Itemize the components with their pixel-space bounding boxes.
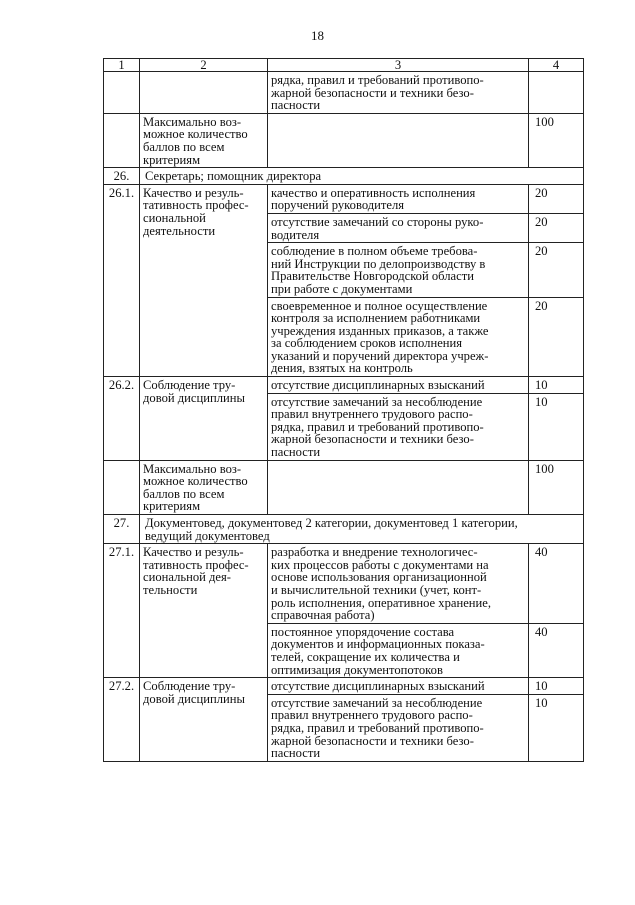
text-line: Соблюдение тру- [143, 679, 236, 694]
indicator-name [140, 678, 268, 762]
text-line: можное количество [143, 474, 248, 489]
table-row [104, 113, 584, 167]
criterion-text [268, 694, 529, 761]
criterion-text [268, 460, 529, 514]
text-line: Секретарь; помощник директора [145, 169, 322, 184]
text-line: Правительстве Новгородской области [271, 269, 474, 284]
page-number: 18 [311, 28, 324, 43]
column-header: 3 [268, 59, 529, 72]
criterion-text [268, 243, 529, 297]
text-line: и вычислительной техники (учет, конт- [271, 582, 482, 597]
indicator-name [140, 184, 268, 376]
criterion-score: 10 [529, 678, 584, 695]
text-line: ведущий документовед [145, 528, 270, 543]
text-line: указаний и поручений директора учреж- [271, 348, 489, 363]
criterion-score: 20 [529, 243, 584, 297]
criterion-score: 20 [529, 297, 584, 377]
text-line: разработка и внедрение технологичес- [271, 545, 478, 560]
text-line: критериям [143, 152, 201, 167]
text-line: Соблюдение тру- [143, 378, 236, 393]
criterion-score: 100 [529, 113, 584, 167]
text-line: Максимально воз- [143, 114, 242, 129]
section-row [104, 515, 584, 544]
criterion-text [268, 678, 529, 695]
criterion-score [529, 72, 584, 114]
section-title [140, 168, 584, 185]
criterion-score: 20 [529, 213, 584, 242]
section-title [140, 515, 584, 544]
text-line: отсутствие замечаний за несоблюдение [271, 394, 483, 409]
criterion-score: 20 [529, 184, 584, 213]
text-line: своевременное и полное осуществление [271, 298, 488, 313]
text-line: поручений руководителя [271, 198, 405, 213]
indicator-name [140, 460, 268, 514]
item-number [104, 113, 140, 167]
criterion-text [268, 113, 529, 167]
item-number [104, 72, 140, 114]
text-line: довой дисциплины [143, 691, 245, 706]
item-number: 27.2. [104, 678, 140, 762]
text-line: баллов по всем [143, 139, 225, 154]
text-line: оптимизация документопотоков [271, 662, 443, 677]
criterion-score: 10 [529, 377, 584, 394]
item-number: 26.1. [104, 184, 140, 376]
text-line: рядка, правил и требований противопо- [271, 720, 484, 735]
text-line: при работе с документами [271, 281, 413, 296]
text-line: критериям [143, 499, 201, 514]
text-line: баллов по всем [143, 486, 225, 501]
criterion-text [268, 297, 529, 377]
criterion-text [268, 544, 529, 624]
criterion-text [268, 213, 529, 242]
table-body [104, 59, 584, 762]
criterion-score: 100 [529, 460, 584, 514]
text-line: тативность профес- [143, 198, 249, 213]
criterion-score: 10 [529, 694, 584, 761]
table-row [104, 377, 584, 394]
item-number: 27.1. [104, 544, 140, 678]
text-line: ких процессов работы с документами на [271, 557, 489, 572]
text-line: Документовед, документовед 2 категории, документовед 1 категории, [145, 516, 518, 530]
text-line: телей, сокращение их количества и [271, 649, 460, 664]
criterion-score: 40 [529, 544, 584, 624]
text-line: отсутствие замечаний со стороны руко- [271, 214, 484, 229]
criterion-text [268, 623, 529, 677]
text-line: ний Инструкции по делопроизводству в [271, 256, 486, 271]
text-line: пасности [271, 445, 321, 460]
indicator-name [140, 72, 268, 114]
criterion-score: 10 [529, 393, 584, 460]
text-line: контроля за исполнением работниками [271, 311, 481, 326]
text-line: жарной безопасности и техники безо- [271, 85, 474, 100]
text-line: тельности [143, 582, 198, 597]
text-line: дения, взятых на контроль [271, 361, 413, 376]
text-line: соблюдение в полном объеме требова- [271, 244, 478, 259]
text-line: основе использования организационной [271, 570, 487, 585]
text-line: правил внутреннего трудового распо- [271, 407, 473, 422]
table-row [104, 544, 584, 624]
text-line: за соблюдением сроков исполнения [271, 336, 463, 351]
indicator-name [140, 113, 268, 167]
text-line: пасности [271, 746, 321, 761]
item-number: 26.2. [104, 377, 140, 461]
text-line: довой дисциплины [143, 390, 245, 405]
text-line: качество и оперативность исполнения [271, 185, 476, 200]
criterion-text [268, 377, 529, 394]
text-line: водителя [271, 227, 320, 242]
text-line: постоянное упорядочение состава [271, 624, 455, 639]
item-number [104, 460, 140, 514]
section-number: 27. [104, 515, 140, 544]
text-line: документов и информационных показа- [271, 637, 485, 652]
text-line: правил внутреннего трудового распо- [271, 708, 473, 723]
text-line: тативность профес- [143, 557, 249, 572]
text-line: отсутствие дисциплинарных взысканий [271, 378, 485, 393]
criterion-text [268, 72, 529, 114]
text-line: Максимально воз- [143, 461, 242, 476]
column-header: 2 [140, 59, 268, 72]
text-line: роль исполнения, оперативное хранение, [271, 595, 492, 610]
criterion-text [268, 393, 529, 460]
indicator-name [140, 544, 268, 678]
text-line: отсутствие дисциплинарных взысканий [271, 679, 485, 694]
table-row [104, 184, 584, 213]
text-line: справочная работа) [271, 608, 375, 623]
text-line: жарной безопасности и техники безо- [271, 432, 474, 447]
text-line: пасности [271, 98, 321, 113]
text-line: деятельности [143, 223, 216, 238]
table-row [104, 460, 584, 514]
table-header-row [104, 59, 584, 72]
section-number: 26. [104, 168, 140, 185]
criteria-table [103, 58, 584, 762]
text-line: учреждения изданных приказов, а также [271, 323, 489, 338]
indicator-name [140, 377, 268, 461]
column-header: 1 [104, 59, 140, 72]
text-line: отсутствие замечаний за несоблюдение [271, 695, 483, 710]
text-line: рядка, правил и требований противопо- [271, 73, 484, 87]
criterion-text [268, 184, 529, 213]
column-header: 4 [529, 59, 584, 72]
text-line: можное количество [143, 127, 248, 142]
criterion-score: 40 [529, 623, 584, 677]
text-line: жарной безопасности и техники безо- [271, 733, 474, 748]
text-line: Качество и резуль- [143, 545, 244, 560]
table-row [104, 678, 584, 695]
text-line: рядка, правил и требований противопо- [271, 419, 484, 434]
table-row [104, 72, 584, 114]
section-row [104, 168, 584, 185]
text-line: Качество и резуль- [143, 185, 244, 200]
text-line: сиональной дея- [143, 570, 232, 585]
text-line: сиональной [143, 210, 206, 225]
